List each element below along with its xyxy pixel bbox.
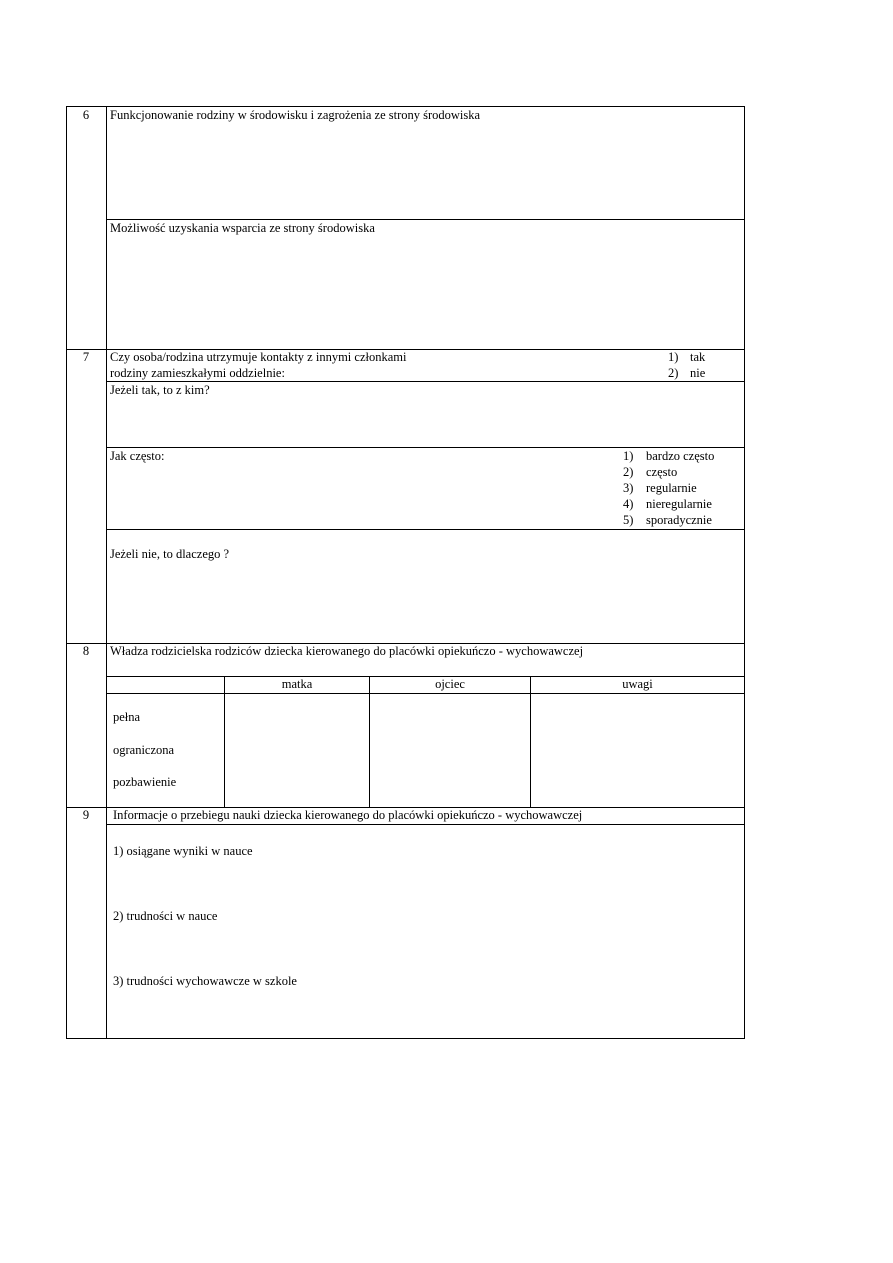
field-label-support-possibility: Możliwość uzyskania wsparcia ze strony środowiska <box>110 221 375 235</box>
field-label-if-no: Jeżeli nie, to dlaczego ? <box>110 547 230 561</box>
option-number: 3) <box>623 481 634 495</box>
option-bardzo-czesto[interactable]: bardzo często <box>646 449 715 463</box>
column-header-ojciec: ojciec <box>435 677 465 691</box>
section-number: 9 <box>82 808 90 822</box>
section-title-education: Informacje o przebiegu nauki dziecka kierowanego do placówki opiekuńczo - wychowawczej <box>113 808 583 822</box>
option-sporadycznie[interactable]: sporadycznie <box>646 513 712 527</box>
field-label-if-yes: Jeżeli tak, to z kim? <box>110 383 210 397</box>
field-label-environment-functioning: Funkcjonowanie rodziny w środowisku i zagrożenia ze strony środowiska <box>110 108 481 122</box>
table-right-border <box>744 106 745 1038</box>
section-number: 8 <box>82 644 90 658</box>
item-school-results: 1) osiągane wyniki w nauce <box>113 844 253 858</box>
section-number: 7 <box>82 350 90 364</box>
item-behavioral-difficulties: 3) trudności wychowawcze w szkole <box>113 974 297 988</box>
row-label-pelna: pełna <box>113 710 141 724</box>
row-label-ograniczona: ograniczona <box>113 743 175 757</box>
answer-area-if-yes[interactable] <box>107 400 744 446</box>
item-learning-difficulties: 2) trudności w nauce <box>113 909 218 923</box>
option-number: 2) <box>668 366 679 380</box>
option-nie[interactable]: nie <box>690 366 706 380</box>
option-number: 4) <box>623 497 634 511</box>
option-tak[interactable]: tak <box>690 350 706 364</box>
option-number: 1) <box>623 449 634 463</box>
row-separator <box>106 824 745 825</box>
option-number: 1) <box>668 350 679 364</box>
table-left-border <box>66 106 67 1038</box>
cell-matka[interactable] <box>225 694 369 807</box>
column-header-matka: matka <box>281 677 313 691</box>
answer-area-learning-difficulties[interactable] <box>107 926 744 972</box>
section-title-parental-authority: Władza rodzicielska rodziców dziecka kierowanego do placówki opiekuńczo - wychowawczej <box>110 644 584 658</box>
cell-uwagi[interactable] <box>531 694 744 807</box>
contact-question-line2: rodziny zamieszkałymi oddzielnie: <box>110 366 285 380</box>
option-regularnie[interactable]: regularnie <box>646 481 697 495</box>
option-number: 5) <box>623 513 634 527</box>
row-label-pozbawienie: pozbawienie <box>113 775 177 789</box>
contact-question-line1: Czy osoba/rodzina utrzymuje kontakty z innymi członkami <box>110 350 407 364</box>
answer-area-behavioral-difficulties[interactable] <box>107 991 744 1037</box>
field-label-frequency: Jak często: <box>110 449 165 463</box>
answer-area-support-possibility[interactable] <box>107 238 744 348</box>
row-separator <box>106 529 745 530</box>
section-number: 6 <box>82 108 90 122</box>
answer-area-environment-functioning[interactable] <box>107 125 744 218</box>
column-header-uwagi: uwagi <box>622 677 653 691</box>
option-czesto[interactable]: często <box>646 465 678 479</box>
option-nieregularnie[interactable]: nieregularnie <box>646 497 712 511</box>
answer-area-if-no[interactable] <box>107 564 744 642</box>
option-number: 2) <box>623 465 634 479</box>
cell-ojciec[interactable] <box>370 694 530 807</box>
answer-area-school-results[interactable] <box>107 861 744 907</box>
table-bottom-border <box>66 1038 745 1039</box>
